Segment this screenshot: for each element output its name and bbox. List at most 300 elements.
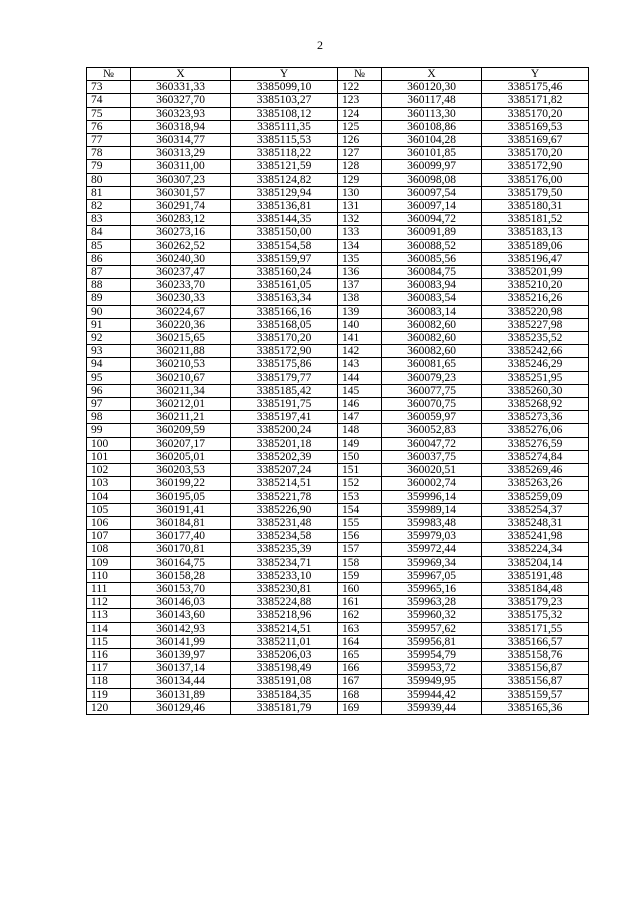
x-coordinate-cell: 360203,53 [131,464,231,477]
point-number-cell: 158 [338,556,382,569]
point-number-cell: 87 [87,266,131,279]
y-coordinate-cell: 3385156,87 [482,662,589,675]
point-number-cell: 83 [87,213,131,226]
point-number-cell: 129 [338,173,382,186]
y-coordinate-cell: 3385171,82 [482,94,589,107]
point-number-cell: 166 [338,662,382,675]
table-row [87,305,589,318]
x-coordinate-cell: 359957,62 [382,622,482,635]
x-coordinate-cell: 360212,01 [131,398,231,411]
y-coordinate-cell: 3385181,79 [231,701,338,714]
point-number-cell: 88 [87,279,131,292]
y-coordinate-cell: 3385166,57 [482,635,589,648]
point-number-cell: 154 [338,503,382,516]
y-coordinate-cell: 3385227,98 [482,318,589,331]
point-number-cell: 118 [87,675,131,688]
point-number-cell: 141 [338,332,382,345]
point-number-cell: 156 [338,530,382,543]
y-coordinate-cell: 3385150,00 [231,226,338,239]
x-coordinate-cell: 359979,03 [382,530,482,543]
y-coordinate-cell: 3385175,46 [482,81,589,94]
y-coordinate-cell: 3385268,92 [482,398,589,411]
table-row [87,252,589,265]
y-coordinate-cell: 3385191,08 [231,675,338,688]
table-row [87,94,589,107]
x-coordinate-cell: 360195,05 [131,490,231,503]
x-coordinate-cell: 360097,54 [382,186,482,199]
point-number-cell: 75 [87,107,131,120]
x-coordinate-cell: 360230,33 [131,292,231,305]
x-coordinate-cell: 360314,77 [131,134,231,147]
table-row [87,688,589,701]
y-coordinate-cell: 3385184,35 [231,688,338,701]
point-number-cell: 144 [338,371,382,384]
point-number-cell: 114 [87,622,131,635]
y-coordinate-cell: 3385248,31 [482,516,589,529]
y-coordinate-cell: 3385124,82 [231,173,338,186]
x-coordinate-cell: 360099,97 [382,160,482,173]
table-row [87,384,589,397]
y-coordinate-cell: 3385108,12 [231,107,338,120]
x-coordinate-cell: 360262,52 [131,239,231,252]
y-coordinate-cell: 3385175,32 [482,609,589,622]
point-number-cell: 163 [338,622,382,635]
point-number-cell: 91 [87,318,131,331]
table-row [87,662,589,675]
table-row [87,186,589,199]
table-row [87,424,589,437]
table-row [87,569,589,582]
x-coordinate-cell: 360082,60 [382,318,482,331]
y-coordinate-cell: 3385121,59 [231,160,338,173]
point-number-cell: 111 [87,582,131,595]
y-coordinate-cell: 3385180,31 [482,200,589,213]
point-number-cell: 133 [338,226,382,239]
x-coordinate-cell: 360083,14 [382,305,482,318]
point-number-cell: 84 [87,226,131,239]
x-coordinate-cell: 359953,72 [382,662,482,675]
point-number-cell: 168 [338,688,382,701]
table-row [87,358,589,371]
x-coordinate-cell: 359989,14 [382,503,482,516]
point-number-cell: 155 [338,516,382,529]
x-coordinate-cell: 360209,59 [131,424,231,437]
table-row [87,398,589,411]
point-number-cell: 104 [87,490,131,503]
point-number-cell: 119 [87,688,131,701]
point-number-cell: 73 [87,81,131,94]
table-row [87,464,589,477]
point-number-cell: 149 [338,437,382,450]
table-row [87,622,589,635]
y-coordinate-cell: 3385191,75 [231,398,338,411]
point-number-cell: 125 [338,120,382,133]
y-coordinate-cell: 3385274,84 [482,450,589,463]
column-header-x-2: X [382,68,482,81]
x-coordinate-cell: 360131,89 [131,688,231,701]
point-number-cell: 126 [338,134,382,147]
x-coordinate-cell: 360085,56 [382,252,482,265]
table-row [87,160,589,173]
coordinates-table [86,67,589,715]
y-coordinate-cell: 3385179,50 [482,186,589,199]
x-coordinate-cell: 360077,75 [382,384,482,397]
point-number-cell: 74 [87,94,131,107]
point-number-cell: 140 [338,318,382,331]
x-coordinate-cell: 360081,65 [382,358,482,371]
point-number-cell: 132 [338,213,382,226]
y-coordinate-cell: 3385185,42 [231,384,338,397]
y-coordinate-cell: 3385235,39 [231,543,338,556]
x-coordinate-cell: 359967,05 [382,569,482,582]
point-number-cell: 131 [338,200,382,213]
x-coordinate-cell: 360240,30 [131,252,231,265]
point-number-cell: 157 [338,543,382,556]
point-number-cell: 146 [338,398,382,411]
point-number-cell: 100 [87,437,131,450]
x-coordinate-cell: 360139,97 [131,648,231,661]
x-coordinate-cell: 360205,01 [131,450,231,463]
point-number-cell: 148 [338,424,382,437]
x-coordinate-cell: 360210,67 [131,371,231,384]
y-coordinate-cell: 3385233,10 [231,569,338,582]
x-coordinate-cell: 360120,30 [382,81,482,94]
point-number-cell: 112 [87,596,131,609]
x-coordinate-cell: 359969,34 [382,556,482,569]
point-number-cell: 109 [87,556,131,569]
y-coordinate-cell: 3385216,26 [482,292,589,305]
point-number-cell: 98 [87,411,131,424]
table-row [87,226,589,239]
point-number-cell: 90 [87,305,131,318]
point-number-cell: 162 [338,609,382,622]
x-coordinate-cell: 360079,23 [382,371,482,384]
x-coordinate-cell: 360211,34 [131,384,231,397]
point-number-cell: 105 [87,503,131,516]
point-number-cell: 97 [87,398,131,411]
point-number-cell: 136 [338,266,382,279]
x-coordinate-cell: 359954,79 [382,648,482,661]
point-number-cell: 160 [338,582,382,595]
y-coordinate-cell: 3385183,13 [482,226,589,239]
table-row [87,279,589,292]
table-row [87,266,589,279]
x-coordinate-cell: 360082,60 [382,332,482,345]
table-row [87,490,589,503]
x-coordinate-cell: 360083,94 [382,279,482,292]
x-coordinate-cell: 360141,99 [131,635,231,648]
table-body [87,81,589,715]
point-number-cell: 123 [338,94,382,107]
point-number-cell: 110 [87,569,131,582]
y-coordinate-cell: 3385144,35 [231,213,338,226]
x-coordinate-cell: 359949,95 [382,675,482,688]
y-coordinate-cell: 3385179,77 [231,371,338,384]
table-row [87,147,589,160]
x-coordinate-cell: 359963,28 [382,596,482,609]
point-number-cell: 117 [87,662,131,675]
table-row [87,173,589,186]
y-coordinate-cell: 3385263,26 [482,477,589,490]
point-number-cell: 147 [338,411,382,424]
x-coordinate-cell: 360129,46 [131,701,231,714]
y-coordinate-cell: 3385224,88 [231,596,338,609]
x-coordinate-cell: 360199,22 [131,477,231,490]
point-number-cell: 145 [338,384,382,397]
point-number-cell: 93 [87,345,131,358]
point-number-cell: 77 [87,134,131,147]
point-number-cell: 79 [87,160,131,173]
point-number-cell: 130 [338,186,382,199]
y-coordinate-cell: 3385170,20 [482,147,589,160]
y-coordinate-cell: 3385156,87 [482,675,589,688]
point-number-cell: 85 [87,239,131,252]
y-coordinate-cell: 3385259,09 [482,490,589,503]
y-coordinate-cell: 3385163,34 [231,292,338,305]
y-coordinate-cell: 3385099,10 [231,81,338,94]
point-number-cell: 127 [338,147,382,160]
x-coordinate-cell: 360191,41 [131,503,231,516]
point-number-cell: 106 [87,516,131,529]
point-number-cell: 143 [338,358,382,371]
x-coordinate-cell: 360047,72 [382,437,482,450]
point-number-cell: 167 [338,675,382,688]
x-coordinate-cell: 360082,60 [382,345,482,358]
table-row [87,437,589,450]
y-coordinate-cell: 3385171,55 [482,622,589,635]
x-coordinate-cell: 359965,16 [382,582,482,595]
x-coordinate-cell: 360052,83 [382,424,482,437]
x-coordinate-cell: 360307,23 [131,173,231,186]
y-coordinate-cell: 3385214,51 [231,622,338,635]
x-coordinate-cell: 360094,72 [382,213,482,226]
y-coordinate-cell: 3385273,36 [482,411,589,424]
x-coordinate-cell: 360233,70 [131,279,231,292]
y-coordinate-cell: 3385254,37 [482,503,589,516]
y-coordinate-cell: 3385169,67 [482,134,589,147]
point-number-cell: 138 [338,292,382,305]
x-coordinate-cell: 359983,48 [382,516,482,529]
x-coordinate-cell: 360142,93 [131,622,231,635]
y-coordinate-cell: 3385221,78 [231,490,338,503]
x-coordinate-cell: 360211,21 [131,411,231,424]
point-number-cell: 159 [338,569,382,582]
y-coordinate-cell: 3385211,01 [231,635,338,648]
x-coordinate-cell: 360088,52 [382,239,482,252]
y-coordinate-cell: 3385204,14 [482,556,589,569]
point-number-cell: 99 [87,424,131,437]
point-number-cell: 122 [338,81,382,94]
point-number-cell: 76 [87,120,131,133]
point-number-cell: 120 [87,701,131,714]
point-number-cell: 113 [87,609,131,622]
x-coordinate-cell: 360020,51 [382,464,482,477]
x-coordinate-cell: 359956,81 [382,635,482,648]
x-coordinate-cell: 360215,65 [131,332,231,345]
point-number-cell: 139 [338,305,382,318]
table-row [87,120,589,133]
point-number-cell: 128 [338,160,382,173]
table-row [87,635,589,648]
y-coordinate-cell: 3385226,90 [231,503,338,516]
y-coordinate-cell: 3385159,57 [482,688,589,701]
y-coordinate-cell: 3385169,53 [482,120,589,133]
y-coordinate-cell: 3385201,18 [231,437,338,450]
point-number-cell: 116 [87,648,131,661]
x-coordinate-cell: 360098,08 [382,173,482,186]
x-coordinate-cell: 360224,67 [131,305,231,318]
x-coordinate-cell: 360327,70 [131,94,231,107]
point-number-cell: 115 [87,635,131,648]
y-coordinate-cell: 3385196,47 [482,252,589,265]
point-number-cell: 161 [338,596,382,609]
x-coordinate-cell: 360210,53 [131,358,231,371]
y-coordinate-cell: 3385158,76 [482,648,589,661]
y-coordinate-cell: 3385201,99 [482,266,589,279]
x-coordinate-cell: 360311,00 [131,160,231,173]
y-coordinate-cell: 3385111,35 [231,120,338,133]
y-coordinate-cell: 3385218,96 [231,609,338,622]
table-row [87,609,589,622]
y-coordinate-cell: 3385189,06 [482,239,589,252]
x-coordinate-cell: 360070,75 [382,398,482,411]
x-coordinate-cell: 360313,29 [131,147,231,160]
y-coordinate-cell: 3385165,36 [482,701,589,714]
point-number-cell: 102 [87,464,131,477]
table-row [87,543,589,556]
point-number-cell: 151 [338,464,382,477]
table-row [87,239,589,252]
y-coordinate-cell: 3385276,06 [482,424,589,437]
y-coordinate-cell: 3385115,53 [231,134,338,147]
y-coordinate-cell: 3385207,24 [231,464,338,477]
point-number-cell: 169 [338,701,382,714]
point-number-cell: 82 [87,200,131,213]
y-coordinate-cell: 3385168,05 [231,318,338,331]
x-coordinate-cell: 360164,75 [131,556,231,569]
column-header-number: № [87,68,131,81]
x-coordinate-cell: 360134,44 [131,675,231,688]
y-coordinate-cell: 3385160,24 [231,266,338,279]
x-coordinate-cell: 360207,17 [131,437,231,450]
y-coordinate-cell: 3385198,49 [231,662,338,675]
page-number: 2 [317,38,323,52]
x-coordinate-cell: 359939,44 [382,701,482,714]
y-coordinate-cell: 3385214,51 [231,477,338,490]
x-coordinate-cell: 360146,03 [131,596,231,609]
y-coordinate-cell: 3385166,16 [231,305,338,318]
table-header-row [87,68,589,81]
x-coordinate-cell: 360083,54 [382,292,482,305]
y-coordinate-cell: 3385234,58 [231,530,338,543]
point-number-cell: 94 [87,358,131,371]
y-coordinate-cell: 3385197,41 [231,411,338,424]
y-coordinate-cell: 3385103,27 [231,94,338,107]
point-number-cell: 135 [338,252,382,265]
x-coordinate-cell: 360084,75 [382,266,482,279]
y-coordinate-cell: 3385260,30 [482,384,589,397]
y-coordinate-cell: 3385224,34 [482,543,589,556]
point-number-cell: 165 [338,648,382,661]
x-coordinate-cell: 359944,42 [382,688,482,701]
point-number-cell: 134 [338,239,382,252]
table-row [87,516,589,529]
point-number-cell: 89 [87,292,131,305]
point-number-cell: 92 [87,332,131,345]
table-row [87,530,589,543]
x-coordinate-cell: 360108,86 [382,120,482,133]
point-number-cell: 150 [338,450,382,463]
y-coordinate-cell: 3385170,20 [231,332,338,345]
table-row [87,371,589,384]
point-number-cell: 137 [338,279,382,292]
table-row [87,648,589,661]
table-row [87,81,589,94]
table-row [87,582,589,595]
point-number-cell: 95 [87,371,131,384]
y-coordinate-cell: 3385251,95 [482,371,589,384]
table-row [87,292,589,305]
x-coordinate-cell: 360331,33 [131,81,231,94]
y-coordinate-cell: 3385176,00 [482,173,589,186]
y-coordinate-cell: 3385276,59 [482,437,589,450]
table-row [87,477,589,490]
x-coordinate-cell: 359972,44 [382,543,482,556]
y-coordinate-cell: 3385220,98 [482,305,589,318]
point-number-cell: 78 [87,147,131,160]
y-coordinate-cell: 3385241,98 [482,530,589,543]
point-number-cell: 81 [87,186,131,199]
y-coordinate-cell: 3385136,81 [231,200,338,213]
x-coordinate-cell: 360091,89 [382,226,482,239]
x-coordinate-cell: 360291,74 [131,200,231,213]
y-coordinate-cell: 3385159,97 [231,252,338,265]
table-row [87,596,589,609]
table-row [87,345,589,358]
y-coordinate-cell: 3385118,22 [231,147,338,160]
point-number-cell: 108 [87,543,131,556]
x-coordinate-cell: 360059,97 [382,411,482,424]
x-coordinate-cell: 360211,88 [131,345,231,358]
table-row [87,701,589,714]
x-coordinate-cell: 360101,85 [382,147,482,160]
point-number-cell: 124 [338,107,382,120]
x-coordinate-cell: 360137,14 [131,662,231,675]
x-coordinate-cell: 360143,60 [131,609,231,622]
x-coordinate-cell: 360113,30 [382,107,482,120]
x-coordinate-cell: 360323,93 [131,107,231,120]
table-row [87,675,589,688]
y-coordinate-cell: 3385184,48 [482,582,589,595]
x-coordinate-cell: 360170,81 [131,543,231,556]
y-coordinate-cell: 3385161,05 [231,279,338,292]
table-row [87,200,589,213]
y-coordinate-cell: 3385170,20 [482,107,589,120]
y-coordinate-cell: 3385191,48 [482,569,589,582]
column-header-number-2: № [338,68,382,81]
column-header-y-2: Y [482,68,589,81]
table-row [87,556,589,569]
point-number-cell: 153 [338,490,382,503]
y-coordinate-cell: 3385235,52 [482,332,589,345]
y-coordinate-cell: 3385129,94 [231,186,338,199]
y-coordinate-cell: 3385172,90 [482,160,589,173]
x-coordinate-cell: 360220,36 [131,318,231,331]
point-number-cell: 107 [87,530,131,543]
y-coordinate-cell: 3385154,58 [231,239,338,252]
table-row [87,107,589,120]
table-row [87,213,589,226]
